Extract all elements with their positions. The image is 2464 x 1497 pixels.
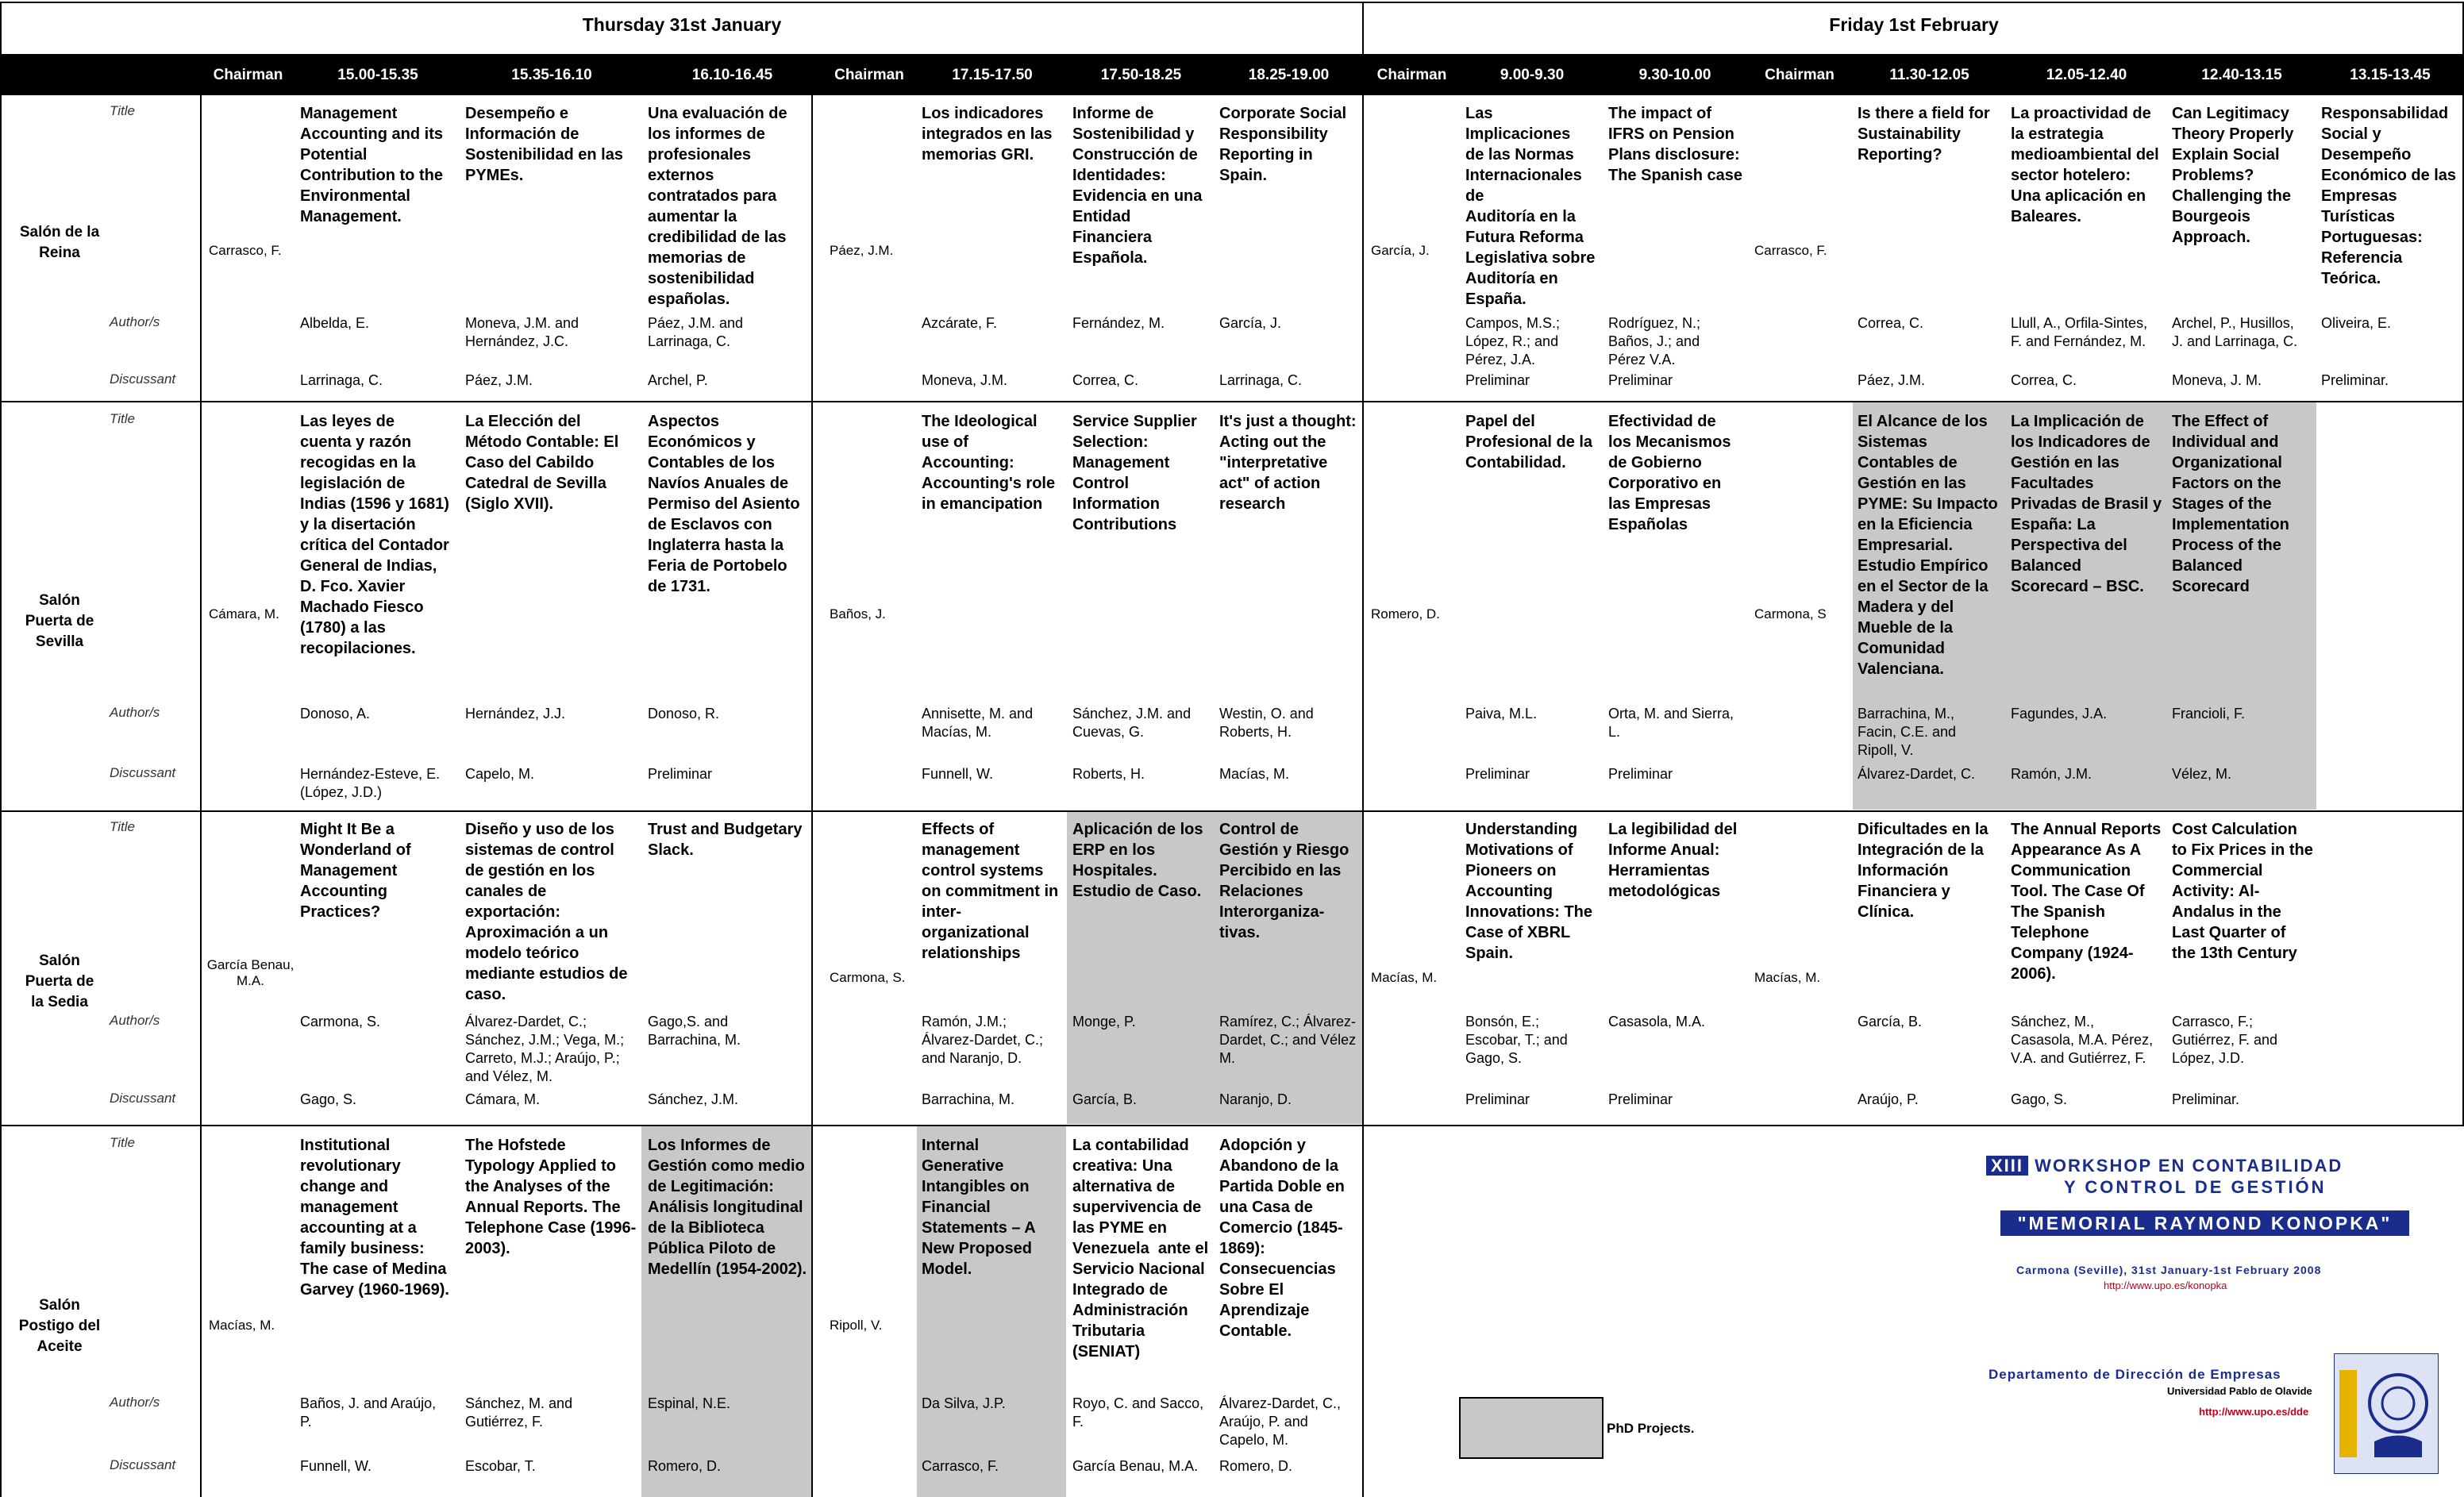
session-authors: Campos, M.S.; López, R.; and Pérez, J.A.	[1465, 315, 1561, 368]
session-authors: Paiva, M.L.	[1465, 706, 1538, 722]
session-authors: Álvarez-Dardet, C.; Sánchez, J.M.; Vega, M.; Carreto, M.J.; Araújo, P.; and Vélez, M.	[465, 1014, 625, 1084]
session-title: Desempeño e Información de Sostenibilidad en las PYMEs.	[465, 105, 623, 184]
session-title: The Annual Reports Appearance As A Communication Tool. The Case Of The Spanish Telephone Company (1924- 2006).	[2011, 821, 2162, 983]
session-authors: Espinal, N.E.	[648, 1395, 731, 1411]
session-authors: Llull, A., Orfila-Sintes, F. and Fernández, M.	[2011, 315, 2148, 349]
session-title: La Implicación de los Indicadores de Gestión en las Facultades Privadas de Brasil y España: La Perspectiva del Balanced Scorecard – BSC.	[2011, 413, 2162, 595]
session-title: Management Accounting and its Potential Contribution to the Environmental Management.	[300, 105, 443, 225]
session-discussant: Hernández-Esteve, E. (López, J.D.)	[300, 766, 441, 800]
session-discussant: Páez, J.M.	[465, 372, 533, 388]
session-discussant: Moneva, J. M.	[2172, 372, 2262, 388]
session-title: El Alcance de los Sistemas Contables de Gestión en las PYME: Su Impacto en la Eficiencia Empresarial. Estudio Empírico en el Sector de la Madera y del Mueble de la Comunidad Valenciana.	[1858, 413, 1998, 678]
session-chair: Carrasco, F.	[1754, 243, 1827, 258]
session-authors: Azcárate, F.	[922, 315, 998, 331]
session-authors: Fagundes, J.A.	[2011, 706, 2108, 722]
row-label-authors: Author/s	[110, 1395, 160, 1410]
university-emblem-icon	[2334, 1353, 2439, 1474]
session-discussant: Preliminar	[1465, 372, 1530, 388]
row-label-title: Title	[110, 1135, 135, 1150]
row-label-discussant: Discussant	[110, 1457, 176, 1472]
session-title: Might It Be a Wonderland of Management Accounting Practices?	[300, 821, 411, 921]
session-title: La Elección del Método Contable: El Caso del Cabildo Catedral de Sevilla (Siglo XVII).	[465, 413, 619, 513]
room-name: Salón Postigo del Aceite	[18, 1297, 101, 1355]
session-title: Diseño y uso de los sistemas de control de gestión en los canales de exportación: Aproximación a un modelo teórico mediante estudios de caso.	[465, 821, 628, 1003]
session-title: Institutional revolutionary change and management accounting at a family business: The case of Medina Garvey (1960-1969).	[300, 1137, 449, 1299]
session-title: La legibilidad del Informe Anual: Herramientas metodológicas	[1608, 821, 1738, 900]
session-discussant: Gago, S.	[300, 1091, 357, 1107]
column-header: Chairman	[834, 67, 904, 83]
session-title: Efectividad de los Mecanismos de Gobierno Corporativo en las Empresas Españolas	[1608, 413, 1731, 533]
row-label-authors: Author/s	[110, 314, 160, 329]
column-header: 18.25-19.00	[1248, 67, 1330, 83]
workshop-number: XIII	[1986, 1156, 2028, 1176]
session-title: Control de Gestión y Riesgo Percibido en las Relaciones Interorganiza- tivas.	[1219, 821, 1349, 941]
session-title: Corporate Social Responsibility Reporting in Spain.	[1219, 105, 1347, 184]
session-authors: Carrasco, F.; Gutiérrez, F. and López, J.D.	[2172, 1014, 2278, 1066]
session-title: Las leyes de cuenta y razón recogidas en la legislación de Indias (1596 y 1681) y la disertación crítica del Contador General de Indias, D. Fco. Xavier Machado Fiesco (1780) a las recopilaciones.	[300, 413, 449, 657]
memorial-banner: "MEMORIAL RAYMOND KONOPKA"	[2000, 1210, 2409, 1236]
session-title: Service Supplier Selection: Management Control Information Contributions	[1072, 413, 1197, 533]
day-header-thursday: Thursday 31st January	[582, 14, 782, 35]
day-header-friday: Friday 1st February	[1829, 14, 1999, 35]
column-header: 13.15-13.45	[2350, 67, 2431, 83]
session-authors: Casasola, M.A.	[1608, 1014, 1706, 1029]
row-label-title: Title	[110, 819, 135, 834]
column-header: 11.30-12.05	[1889, 67, 1969, 83]
session-discussant: Roberts, H.	[1072, 766, 1145, 782]
session-chair: Carmona, S	[1754, 606, 1827, 622]
session-chair: Cámara, M.	[209, 606, 279, 622]
session-chair: Páez, J.M.	[830, 243, 894, 258]
column-header: 16.10-16.45	[691, 67, 773, 83]
column-header: 9.00-9.30	[1500, 67, 1565, 83]
session-authors: Annisette, M. and Macías, M.	[922, 706, 1034, 740]
session-title: Aplicación de los ERP en los Hospitales. Estudio de Caso.	[1072, 821, 1203, 900]
grid-hline	[1363, 810, 2464, 812]
session-authors: Correa, C.	[1858, 315, 1924, 331]
workshop-logo-line1	[1986, 1155, 2343, 1176]
session-authors: Da Silva, J.P.	[922, 1395, 1006, 1411]
session-discussant: Preliminar	[1608, 372, 1673, 388]
phd-legend-label: PhD Projects.	[1607, 1421, 1695, 1436]
session-discussant: Preliminar.	[2321, 372, 2389, 388]
session-authors: Fernández, M.	[1072, 315, 1165, 331]
session-title: La contabilidad creativa: Una alternativa de supervivencia de las PYME en Venezuela ante el Servicio Nacional Integrado de Administración Tributaria (SENIAT)	[1072, 1137, 1209, 1360]
grid-vline	[200, 95, 202, 1497]
session-discussant: Preliminar.	[2172, 1091, 2240, 1107]
session-discussant: Preliminar	[1465, 766, 1530, 782]
session-title: The impact of IFRS on Pension Plans disclosure: The Spanish case	[1608, 105, 1742, 184]
session-chair: García Benau, M.A.	[206, 957, 295, 988]
session-chair: Romero, D.	[1371, 606, 1440, 622]
session-authors: Westin, O. and Roberts, H.	[1219, 706, 1314, 740]
session-chair: Ripoll, V.	[830, 1318, 883, 1333]
session-authors: Bonsón, E.; Escobar, T.; and Gago, S.	[1465, 1014, 1568, 1066]
session-chair: Macías, M.	[209, 1318, 275, 1333]
session-title: Internal Generative Intangibles on Financial Statements – A New Proposed Model.	[922, 1137, 1036, 1278]
column-header: Chairman	[213, 67, 283, 83]
session-authors: Donoso, R.	[648, 706, 720, 722]
session-title: It's just a thought: Acting out the "interpretative act" of action research	[1219, 413, 1357, 513]
session-title: Cost Calculation to Fix Prices in the Commercial Activity: Al- Andalus in the Last Quarter of the 13th Century	[2172, 821, 2313, 962]
column-header: Chairman	[1765, 67, 1835, 83]
row-label-title: Title	[110, 411, 135, 426]
session-authors: García, J.	[1219, 315, 1282, 331]
session-title: Adopción y Abandono de la Partida Doble en una Casa de Comercio (1845- 1869): Consecuencias Sobre El Aprendizaje Contable.	[1219, 1137, 1345, 1340]
session-authors: Albelda, E.	[300, 315, 370, 331]
grid-hline	[0, 2, 2464, 3]
session-discussant: Carrasco, F.	[922, 1458, 999, 1474]
grid-hline	[0, 1125, 1363, 1126]
session-authors: García, B.	[1858, 1014, 1923, 1029]
session-authors: Ramón, J.M.; Álvarez-Dardet, C.; and Naranjo, D.	[922, 1014, 1044, 1066]
department-name: Departamento de Dirección de Empresas	[1989, 1367, 2281, 1382]
grid-hline	[1363, 1125, 2464, 1126]
session-authors: Monge, P.	[1072, 1014, 1136, 1029]
session-title: Una evaluación de los informes de profesionales externos contratados para aumentar la credibilidad de las memorias de sostenibilidad españolas.	[648, 105, 787, 308]
session-chair: Carmona, S.	[830, 970, 906, 985]
session-title: Trust and Budgetary Slack.	[648, 821, 803, 859]
column-header: 15.00-15.35	[337, 67, 418, 83]
session-discussant: Correa, C.	[1072, 372, 1139, 388]
session-authors: Hernández, J.J.	[465, 706, 566, 722]
grid-hline	[0, 810, 1363, 812]
session-authors: Gago,S. and Barrachina, M.	[648, 1014, 741, 1048]
session-authors: Archel, P., Husillos, J. and Larrinaga, C.	[2172, 315, 2298, 349]
session-authors: Álvarez-Dardet, C., Araújo, P. and Capelo, M.	[1219, 1395, 1342, 1448]
workshop-title: WORKSHOP EN CONTABILIDAD	[2035, 1156, 2343, 1176]
session-authors: Rodríguez, N.; Baños, J.; and Pérez V.A.	[1608, 315, 1701, 368]
session-discussant: Gago, S.	[2011, 1091, 2068, 1107]
session-discussant: Funnell, W.	[922, 766, 994, 782]
university-name: Universidad Pablo de Olavide	[2167, 1385, 2312, 1397]
session-discussant: Preliminar	[1608, 766, 1673, 782]
session-discussant: Preliminar	[1608, 1091, 1673, 1107]
session-authors: Moneva, J.M. and Hernández, J.C.	[465, 315, 579, 349]
session-discussant: Archel, P.	[648, 372, 708, 388]
session-title: The Ideological use of Accounting: Accounting's role in emancipation	[922, 413, 1056, 513]
session-chair: García, J.	[1371, 243, 1430, 258]
row-label-discussant: Discussant	[110, 371, 176, 387]
session-discussant: Cámara, M.	[465, 1091, 541, 1107]
grid-hline	[1363, 401, 2464, 402]
session-discussant: Preliminar	[648, 766, 713, 782]
session-discussant: Romero, D.	[1219, 1458, 1293, 1474]
session-authors: Orta, M. and Sierra, L.	[1608, 706, 1734, 740]
session-discussant: Macías, M.	[1219, 766, 1290, 782]
room-name: Salón de la Reina	[19, 224, 100, 261]
row-label-title: Title	[110, 103, 135, 118]
session-discussant: Vélez, M.	[2172, 766, 2232, 782]
session-title: Aspectos Económicos y Contables de los Navíos Anuales de Permiso del Asiento de Esclavos con Inglaterra hasta la Feria de Portobelo de 1731.	[648, 413, 800, 595]
session-authors: Oliveira, E.	[2321, 315, 2392, 331]
row-label-discussant: Discussant	[110, 765, 176, 780]
session-discussant: Capelo, M.	[465, 766, 535, 782]
session-discussant: Funnell, W.	[300, 1458, 372, 1474]
session-discussant: Araújo, P.	[1858, 1091, 1919, 1107]
session-title: Effects of management control systems on commitment in inter- organizational relationships	[922, 821, 1059, 962]
column-header: 17.15-17.50	[952, 67, 1033, 83]
session-discussant: Páez, J.M.	[1858, 372, 1926, 388]
workshop-place: Carmona (Seville), 31st January-1st February 2008	[2016, 1264, 2322, 1276]
column-header: 12.05-12.40	[2046, 67, 2127, 83]
session-title: Dificultades en la Integración de la Información Financiera y Clínica.	[1858, 821, 1989, 921]
phd-legend-swatch	[1459, 1397, 1604, 1459]
column-header: 15.35-16.10	[511, 67, 592, 83]
session-title: Understanding Motivations of Pioneers on Accounting Innovations: The Case of XBRL Spain.	[1465, 821, 1592, 962]
department-url: http://www.upo.es/dde	[2199, 1406, 2309, 1418]
grid-hline	[0, 54, 2464, 56]
column-header: 9.30-10.00	[1638, 67, 1711, 83]
session-discussant: Romero, D.	[648, 1458, 722, 1474]
session-discussant: Álvarez-Dardet, C.	[1858, 766, 1976, 782]
session-discussant: Correa, C.	[2011, 372, 2077, 388]
row-label-discussant: Discussant	[110, 1091, 176, 1106]
session-authors: Baños, J. and Araújo, P.	[300, 1395, 437, 1430]
workshop-url: http://www.upo.es/konopka	[2104, 1280, 2227, 1291]
session-authors: Royo, C. and Sacco, F.	[1072, 1395, 1204, 1430]
session-authors: Francioli, F.	[2172, 706, 2246, 722]
session-discussant: García, B.	[1072, 1091, 1138, 1107]
session-chair: Macías, M.	[1371, 970, 1438, 985]
session-discussant: Barrachina, M.	[922, 1091, 1015, 1107]
session-chair: Carrasco, F.	[209, 243, 282, 258]
session-discussant: Sánchez, J.M.	[648, 1091, 739, 1107]
session-title: Informe de Sostenibilidad y Construcción de Identidades: Evidencia en una Entidad Financiera Española.	[1072, 105, 1203, 267]
session-discussant: Larrinaga, C.	[1219, 372, 1303, 388]
room-name: Salón Puerta de Sevilla	[25, 592, 94, 650]
session-authors: Carmona, S.	[300, 1014, 381, 1029]
session-title: Responsabilidad Social y Desempeño Económico de las Empresas Turísticas Portuguesas: Referencia Teórica.	[2321, 105, 2457, 287]
grid-hline	[0, 401, 1363, 402]
grid-vline	[1362, 2, 1364, 1497]
session-title: Is there a field for Sustainability Reporting?	[1858, 105, 1990, 164]
session-discussant: Preliminar	[1465, 1091, 1530, 1107]
session-authors: Ramírez, C.; Álvarez- Dardet, C.; and Vélez M.	[1219, 1014, 1357, 1066]
session-chair: Baños, J.	[830, 606, 886, 622]
session-discussant: García Benau, M.A.	[1072, 1458, 1199, 1474]
session-discussant: Naranjo, D.	[1219, 1091, 1292, 1107]
session-title: The Hofstede Typology Applied to the Analyses of the Annual Reports. The Telephone Case (1996- 2003).	[465, 1137, 637, 1257]
session-title: Las Implicaciones de las Normas Internacionales de Auditoría en la Futura Reforma Legislativa sobre Auditoría en España.	[1465, 105, 1596, 308]
session-discussant: Ramón, J.M.	[2011, 766, 2092, 782]
column-header: 17.50-18.25	[1100, 67, 1182, 83]
session-authors: Páez, J.M. and Larrinaga, C.	[648, 315, 744, 349]
session-discussant: Moneva, J.M.	[922, 372, 1008, 388]
session-chair: Macías, M.	[1754, 970, 1821, 985]
session-title: Can Legitimacy Theory Properly Explain Social Problems? Challenging the Bourgeois Approach.	[2172, 105, 2294, 246]
room-name: Salón Puerta de la Sedia	[25, 952, 94, 1010]
row-label-authors: Author/s	[110, 1013, 160, 1028]
session-title: Los Informes de Gestión como medio de Legitimación: Análisis longitudinal de la Biblioteca Pública Piloto de Medellín (1954-2002).	[648, 1137, 807, 1278]
column-header: Chairman	[1376, 67, 1447, 83]
session-authors: Sánchez, M. and Gutiérrez, F.	[465, 1395, 573, 1430]
session-authors: Sánchez, M., Casasola, M.A. Pérez, V.A. and Gutiérrez, F.	[2011, 1014, 2154, 1066]
session-title: The Effect of Individual and Organizational Factors on the Stages of the Implementation Process of the Balanced Scorecard	[2172, 413, 2289, 595]
session-title: Papel del Profesional de la Contabilidad.	[1465, 413, 1593, 471]
session-authors: Sánchez, J.M. and Cuevas, G.	[1072, 706, 1192, 740]
column-header: 12.40-13.15	[2201, 67, 2282, 83]
session-authors: Donoso, A.	[300, 706, 371, 722]
session-title: Los indicadores integrados en las memorias GRI.	[922, 105, 1053, 164]
workshop-logo-line2: Y CONTROL DE GESTIÓN	[2064, 1177, 2327, 1197]
session-discussant: Escobar, T.	[465, 1458, 536, 1474]
row-label-authors: Author/s	[110, 705, 160, 720]
session-title: La proactividad de la estrategia medioambiental del sector hotelero: Una aplicación en Baleares.	[2011, 105, 2159, 225]
session-discussant: Larrinaga, C.	[300, 372, 383, 388]
session-authors: Barrachina, M., Facin, C.E. and Ripoll, V.	[1858, 706, 1957, 758]
